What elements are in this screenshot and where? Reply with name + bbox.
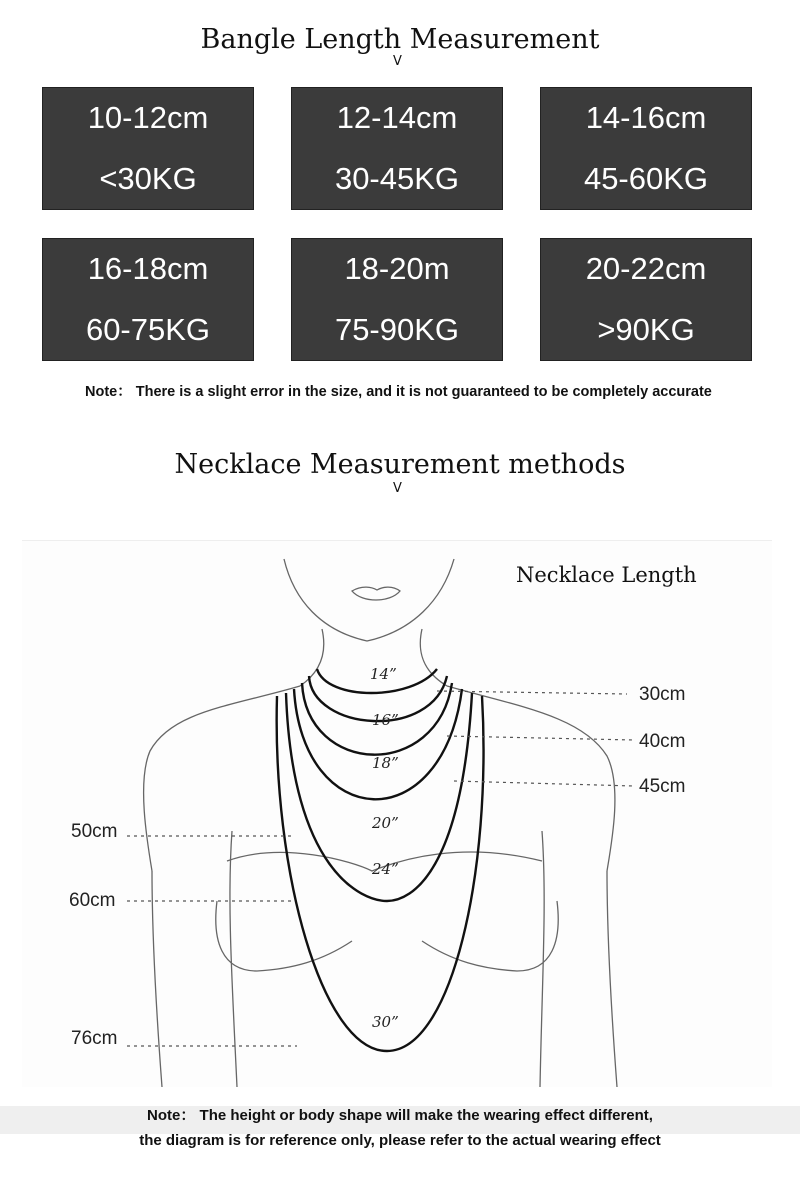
- necklace-note-line1: Note： The height or body shape will make the wearing effect different,: [147, 1107, 653, 1124]
- size-length: 20-22cm: [585, 251, 707, 286]
- size-card: [291, 87, 503, 210]
- inch-label-18: 18”: [372, 754, 399, 772]
- size-weight: 30-45KG: [334, 161, 460, 196]
- size-card: [540, 87, 752, 210]
- size-weight: 75-90KG: [334, 312, 460, 347]
- size-length: 16-18cm: [87, 251, 209, 286]
- size-length: 10-12cm: [87, 100, 209, 135]
- inch-label-24: 24”: [372, 860, 399, 878]
- inch-label-20: 20”: [372, 814, 399, 832]
- inch-label-14: 14”: [370, 665, 397, 683]
- guide-line-45cm: [454, 781, 634, 786]
- inch-label-16: 16”: [372, 711, 399, 729]
- size-card: [540, 238, 752, 361]
- size-card: [42, 87, 254, 210]
- bangle-note: Note： There is a slight error in the size, and it is not guaranteed to be completely accurate: [85, 384, 712, 400]
- necklace-title: Necklace Measurement methods: [174, 449, 626, 480]
- size-card: [42, 238, 254, 361]
- necklace-curve-20: [294, 689, 462, 799]
- necklace-note: [0, 1096, 800, 1181]
- cm-label-50: 50cm: [71, 821, 118, 842]
- guide-line-30cm: [437, 691, 627, 694]
- size-card: [291, 238, 503, 361]
- bangle-caret: V: [393, 54, 402, 69]
- size-weight: 45-60KG: [583, 161, 709, 196]
- cm-label-30: 30cm: [639, 684, 686, 705]
- cm-label-60: 60cm: [69, 890, 116, 911]
- size-weight: >90KG: [597, 312, 695, 347]
- cm-label-45: 45cm: [639, 776, 686, 797]
- cm-label-40: 40cm: [639, 731, 686, 752]
- size-weight: <30KG: [99, 161, 197, 196]
- size-length: 12-14cm: [336, 100, 458, 135]
- size-length: 14-16cm: [585, 100, 707, 135]
- diagram-label: Necklace Length: [516, 563, 697, 587]
- necklace-diagram: [22, 540, 772, 1087]
- size-weight: 60-75KG: [85, 312, 211, 347]
- guide-line-40cm: [447, 736, 634, 740]
- cm-label-76: 76cm: [71, 1028, 118, 1049]
- body-outline-illustration: [22, 541, 772, 1087]
- bangle-title: Bangle Length Measurement: [200, 24, 600, 55]
- size-length: 18-20m: [344, 251, 450, 286]
- necklace-caret: V: [393, 481, 402, 496]
- necklace-note-line2: the diagram is for reference only, please refer to the actual wearing effect: [139, 1132, 661, 1149]
- inch-label-30: 30”: [372, 1013, 399, 1031]
